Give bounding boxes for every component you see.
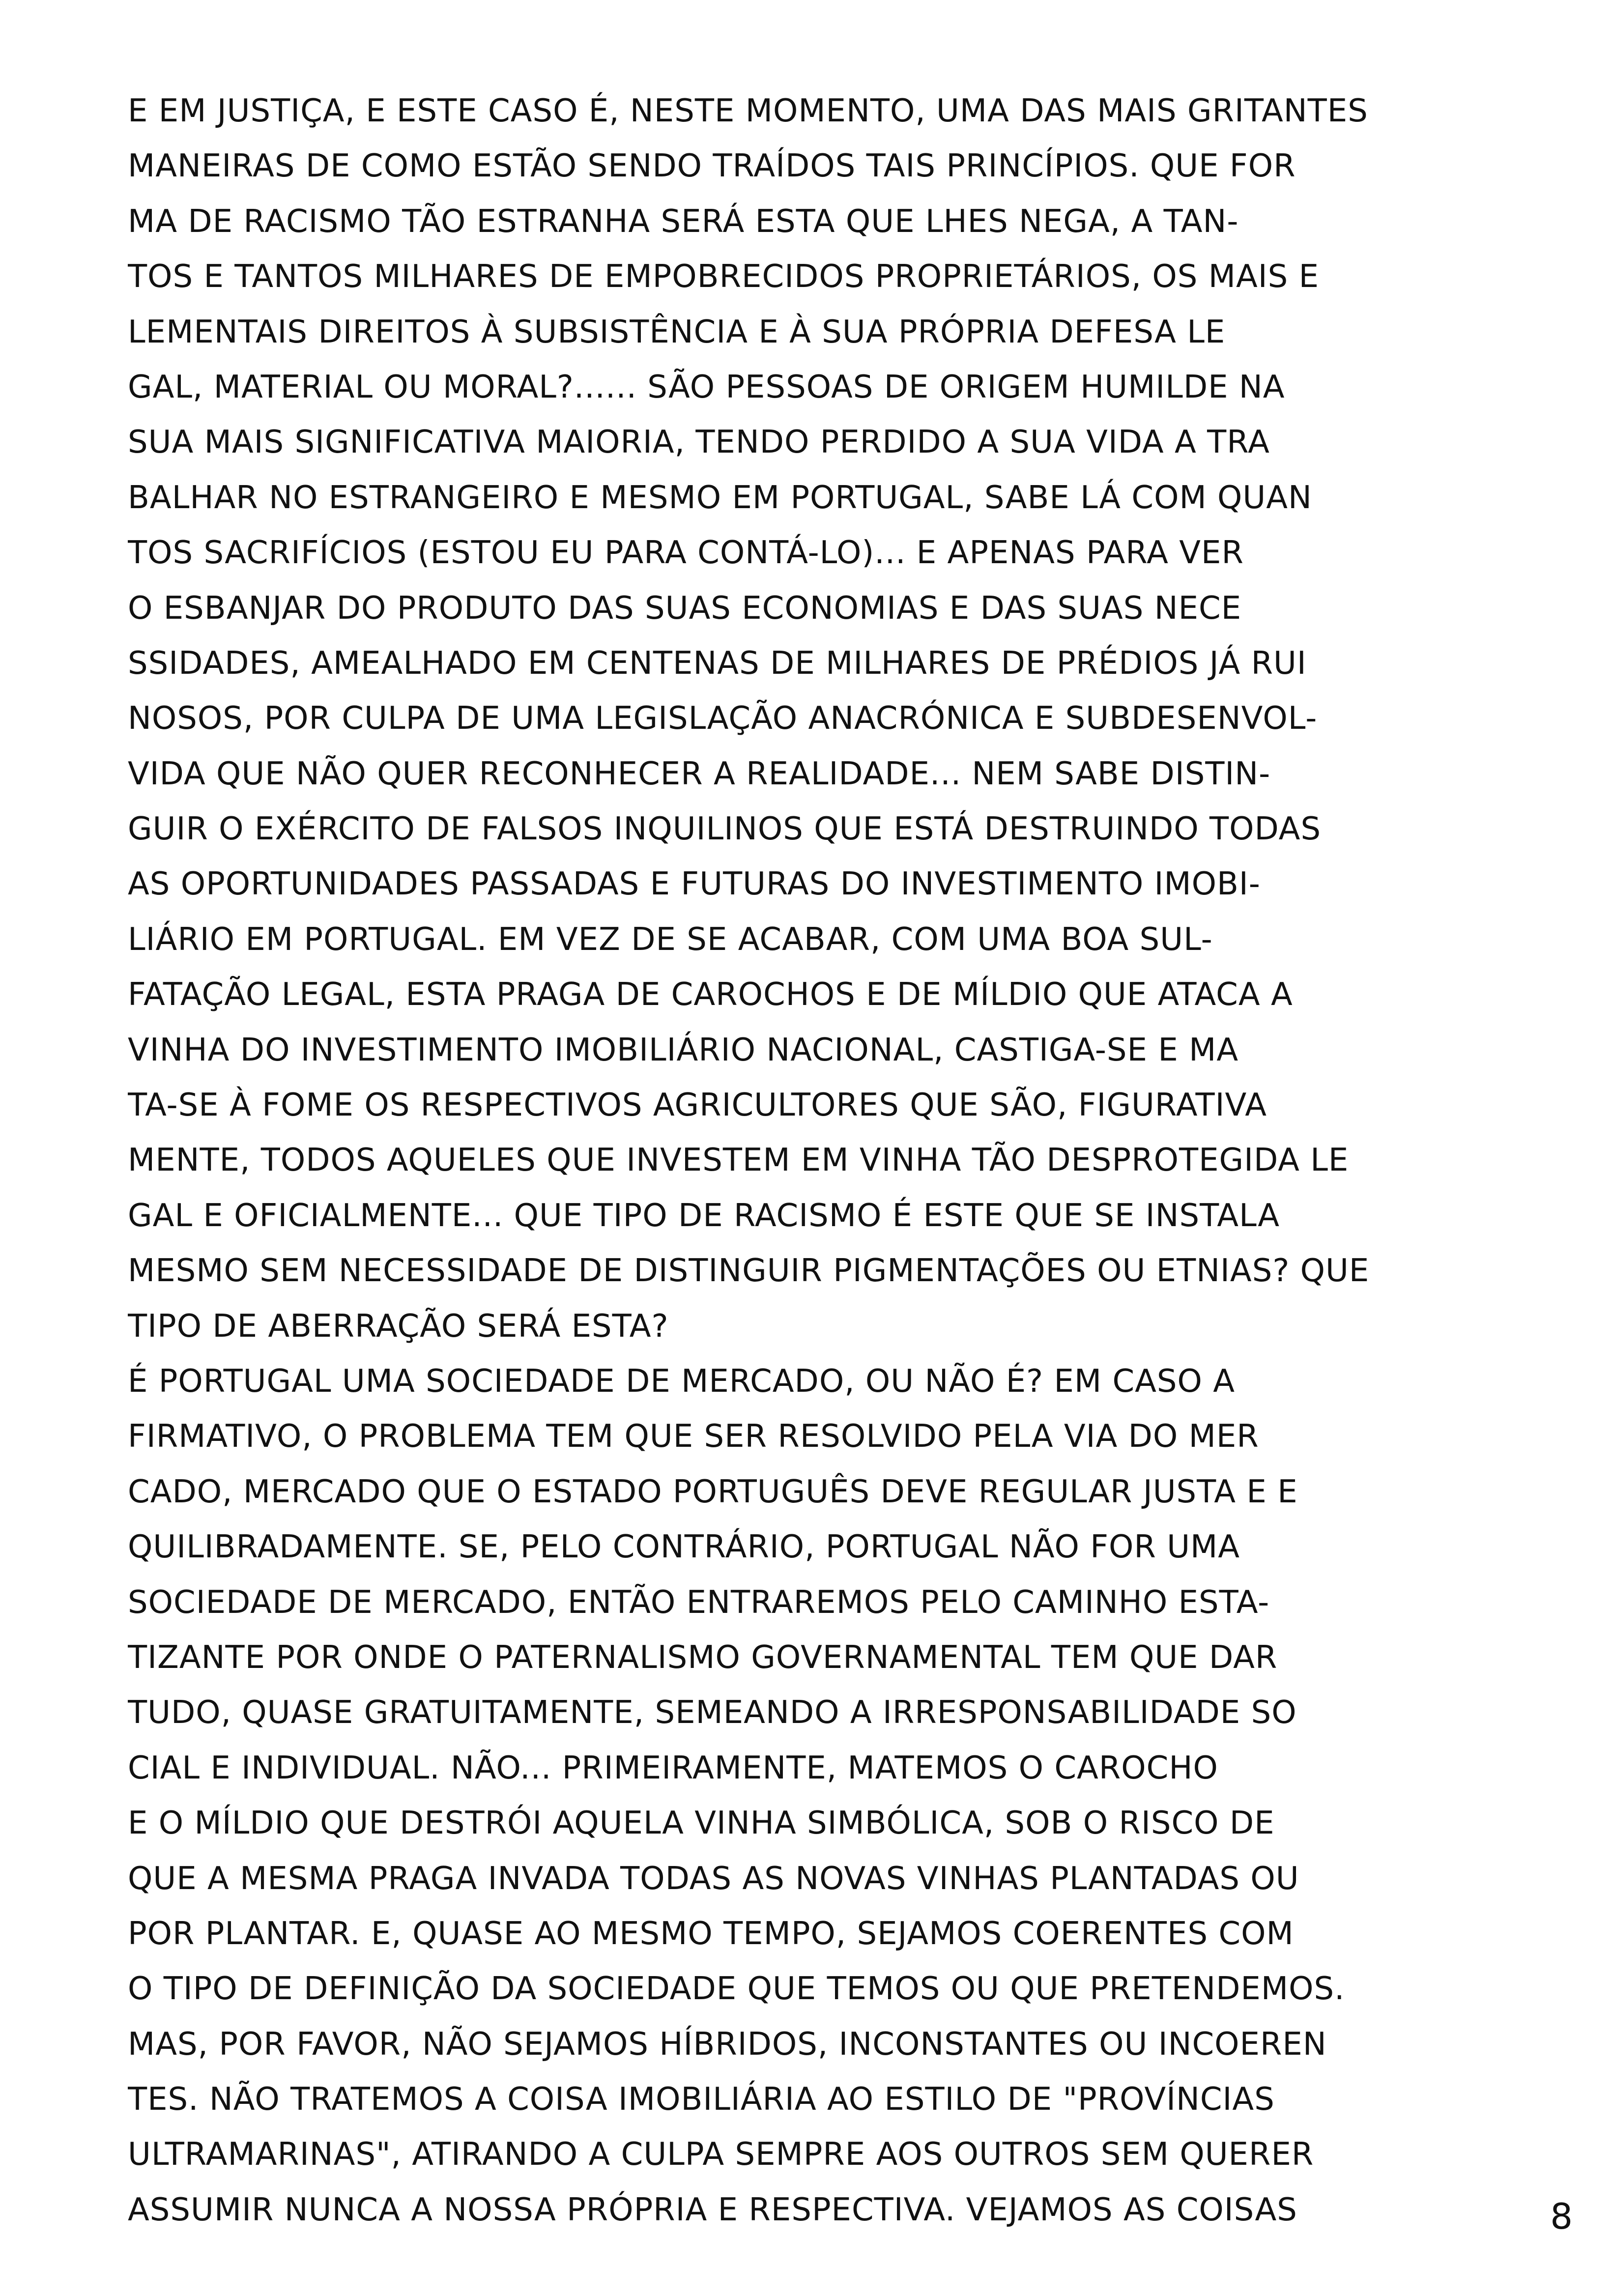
text-line: NOSOS, POR CULPA DE UMA LEGISLAÇÃO ANACRÓNICA E SUBDESENVOL- (128, 700, 1318, 737)
text-line: É PORTUGAL UMA SOCIEDADE DE MERCADO, OU NÃO É? EM CASO A (128, 1363, 1236, 1400)
text-line: ULTRAMARINAS", ATIRANDO A CULPA SEMPRE AOS OUTROS SEM QUERER (128, 2136, 1314, 2173)
text-line: SSIDADES, AMEALHADO EM CENTENAS DE MILHARES DE PRÉDIOS JÁ RUI (128, 645, 1307, 682)
text-line: O TIPO DE DEFINIÇÃO DA SOCIEDADE QUE TEMOS OU QUE PRETENDEMOS. (128, 1971, 1345, 2008)
text-line: E O MÍLDIO QUE DESTRÓI AQUELA VINHA SIMBÓLICA, SOB O RISCO DE (128, 1805, 1275, 1842)
text-line: VINHA DO INVESTIMENTO IMOBILIÁRIO NACIONAL, CASTIGA-SE E MA (128, 1032, 1239, 1068)
text-line: SUA MAIS SIGNIFICATIVA MAIORIA, TENDO PERDIDO A SUA VIDA A TRA (128, 424, 1270, 461)
text-line: TIZANTE POR ONDE O PATERNALISMO GOVERNAMENTAL TEM QUE DAR (128, 1639, 1278, 1676)
text-line: TES. NÃO TRATEMOS A COISA IMOBILIÁRIA AO ESTILO DE "PROVÍNCIAS (128, 2081, 1275, 2118)
text-line: E EM JUSTIÇA, E ESTE CASO É, NESTE MOMENTO, UMA DAS MAIS GRITANTES (128, 93, 1368, 129)
text-line: AS OPORTUNIDADES PASSADAS E FUTURAS DO INVESTIMENTO IMOBI- (128, 866, 1261, 903)
text-line: VIDA QUE NÃO QUER RECONHECER A REALIDADE... NEM SABE DISTIN- (128, 755, 1271, 792)
text-line: CIAL E INDIVIDUAL. NÃO... PRIMEIRAMENTE, MATEMOS O CAROCHO (128, 1750, 1218, 1786)
text-line: SOCIEDADE DE MERCADO, ENTÃO ENTRAREMOS PELO CAMINHO ESTA- (128, 1584, 1270, 1621)
text-line: GAL, MATERIAL OU MORAL?...... SÃO PESSOAS DE ORIGEM HUMILDE NA (128, 369, 1285, 405)
text-line: O ESBANJAR DO PRODUTO DAS SUAS ECONOMIAS E DAS SUAS NECE (128, 590, 1242, 627)
text-line: TOS E TANTOS MILHARES DE EMPOBRECIDOS PROPRIETÁRIOS, OS MAIS E (128, 258, 1320, 295)
text-line: TIPO DE ABERRAÇÃO SERÁ ESTA? (128, 1308, 669, 1345)
text-line: QUILIBRADAMENTE. SE, PELO CONTRÁRIO, PORTUGAL NÃO FOR UMA (128, 1529, 1240, 1566)
text-line: CADO, MERCADO QUE O ESTADO PORTUGUÊS DEVE REGULAR JUSTA E E (128, 1473, 1298, 1510)
text-line: TOS SACRIFÍCIOS (ESTOU EU PARA CONTÁ-LO)... E APENAS PARA VER (128, 535, 1244, 572)
text-line: QUE A MESMA PRAGA INVADA TODAS AS NOVAS VINHAS PLANTADAS OU (128, 1860, 1299, 1897)
text-line: MAS, POR FAVOR, NÃO SEJAMOS HÍBRIDOS, INCONSTANTES OU INCOEREN (128, 2026, 1327, 2063)
text-line: LEMENTAIS DIREITOS À SUBSISTÊNCIA E À SUA PRÓPRIA DEFESA LE (128, 314, 1226, 350)
text-line: MENTE, TODOS AQUELES QUE INVESTEM EM VINHA TÃO DESPROTEGIDA LE (128, 1142, 1349, 1179)
handwritten-text-block (128, 84, 1553, 2238)
text-line: TUDO, QUASE GRATUITAMENTE, SEMEANDO A IRRESPONSABILIDADE SO (128, 1694, 1297, 1731)
text-line: LIÁRIO EM PORTUGAL. EM VEZ DE SE ACABAR, COM UMA BOA SUL- (128, 921, 1213, 958)
text-line: MA DE RACISMO TÃO ESTRANHA SERÁ ESTA QUE LHES NEGA, A TAN- (128, 203, 1239, 240)
text-line: MANEIRAS DE COMO ESTÃO SENDO TRAÍDOS TAIS PRINCÍPIOS. QUE FOR (128, 148, 1296, 185)
page-number: 8 (1550, 2196, 1573, 2237)
text-line: MESMO SEM NECESSIDADE DE DISTINGUIR PIGMENTAÇÕES OU ETNIAS? QUE (128, 1253, 1370, 1290)
text-line: BALHAR NO ESTRANGEIRO E MESMO EM PORTUGAL, SABE LÁ COM QUAN (128, 479, 1312, 516)
text-line: GAL E OFICIALMENTE... QUE TIPO DE RACISMO É ESTE QUE SE INSTALA (128, 1197, 1280, 1234)
text-line: GUIR O EXÉRCITO DE FALSOS INQUILINOS QUE ESTÁ DESTRUINDO TODAS (128, 811, 1322, 848)
text-line: ASSUMIR NUNCA A NOSSA PRÓPRIA E RESPECTIVA. VEJAMOS AS COISAS (128, 2191, 1297, 2228)
text-line: TA-SE À FOME OS RESPECTIVOS AGRICULTORES QUE SÃO, FIGURATIVA (128, 1087, 1267, 1124)
text-line: FATAÇÃO LEGAL, ESTA PRAGA DE CAROCHOS E DE MÍLDIO QUE ATACA A (128, 976, 1293, 1013)
text-line: POR PLANTAR. E, QUASE AO MESMO TEMPO, SEJAMOS COERENTES COM (128, 1915, 1294, 1952)
text-line: FIRMATIVO, O PROBLEMA TEM QUE SER RESOLVIDO PELA VIA DO MER (128, 1418, 1259, 1455)
